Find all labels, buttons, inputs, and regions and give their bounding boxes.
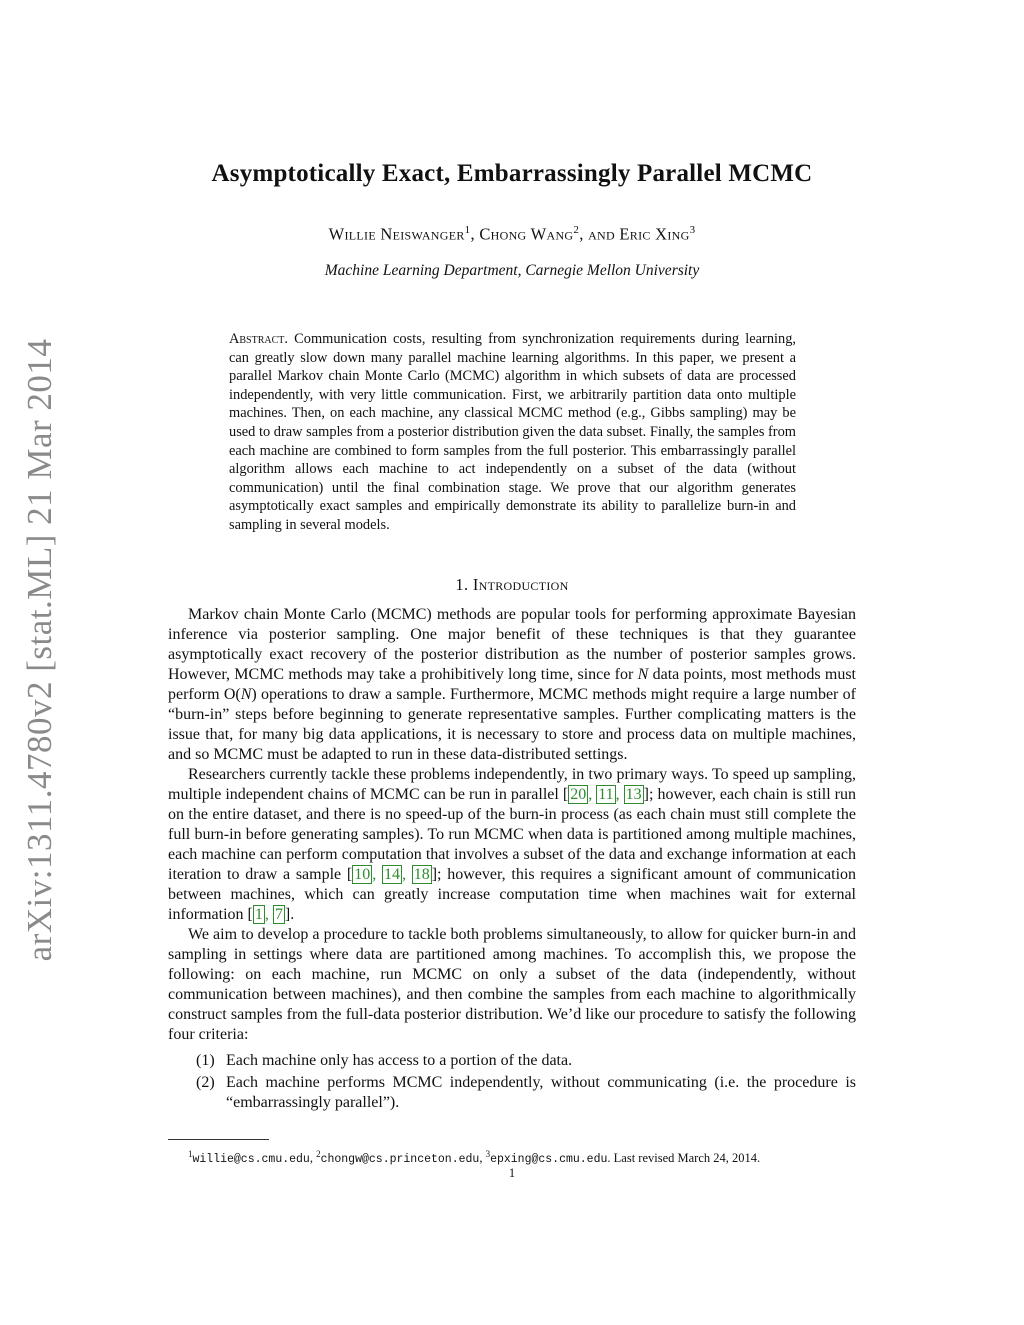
author-separator: , <box>470 224 480 244</box>
abstract-label: Abstract. <box>229 331 288 347</box>
paragraph-text: ; however, this requires a significant amount of communication between machines, which can greatly increase computation time when machines wait for external information <box>168 866 857 923</box>
paragraph-text: . <box>290 906 295 923</box>
paragraph <box>168 605 856 765</box>
author-list <box>0 224 1024 245</box>
author-name: Eric Xing <box>619 224 690 244</box>
footnote-mark: 2 <box>316 1149 321 1159</box>
list-item-text: Each machine performs MCMC independently, without communicating (i.e. the procedure is “embarrassingly parallel”). <box>226 1074 856 1111</box>
email-link[interactable]: willie@cs.cmu.edu <box>192 1153 310 1167</box>
footnote-mark: 1 <box>188 1149 193 1159</box>
list-item <box>168 1073 856 1113</box>
paragraph-text: ; however, each chain is still run on the entire dataset, and there is no speed-up of the burn-in process (as each chain must still complete the full burn-in before generating samples). To run MCMC when data is partitioned among multiple machines, each machine can perform computation that involves a subset of the data and exchange information at each iteration to draw a sample <box>168 786 857 883</box>
paragraph-text: ) operations to draw a sample. Furthermore, MCMC methods might require a large number of “burn-in” steps before beginning to generate representative samples. Further complicating matters is the issue that, for many big data applications, it is necessary to store and process data on multiple machines, and so MCMC must be adapted to run in these data-distributed settings. <box>168 686 856 763</box>
email-link[interactable]: chongw@cs.princeton.edu <box>320 1153 480 1167</box>
citation-ref[interactable]: 13 <box>625 786 642 803</box>
citation-ref[interactable]: 18 <box>413 866 430 883</box>
author-mark: 2 <box>573 224 580 236</box>
footnote: $^1$willie@cs.cmu.edu, $^2$chongw@cs.princeton.edu, $^3$epxing@cs.cmu.edu. Last revised March 24, 2014. <box>188 1149 761 1167</box>
citation-ref[interactable]: 7 <box>274 906 283 923</box>
section-heading <box>0 575 1024 595</box>
page-number: 1 <box>508 1166 516 1180</box>
citation-link[interactable]: 20 , 11 , 13 <box>570 786 642 803</box>
list-item-number: (2) <box>196 1074 215 1091</box>
citation-link[interactable]: 1 , 7 <box>254 906 283 923</box>
arxiv-stamp <box>10 338 70 962</box>
author-name: Willie Neiswanger <box>328 224 465 244</box>
footnote-mark: 3 <box>485 1149 491 1159</box>
affiliation: Machine Learning Department, Carnegie Mellon University <box>324 262 700 279</box>
paper-title: Asymptotically Exact, Embarrassingly Parallel MCMC <box>211 160 813 187</box>
author-mark: 1 <box>464 224 471 236</box>
author-mark: 3 <box>689 224 696 236</box>
section-title: Introduction <box>472 575 569 594</box>
paragraph-text: Markov chain Monte Carlo (MCMC) methods are popular tools for performing approximate Bayesian inference via posterior sampling. One major benefit of these techniques is that they guarantee asymptotically exact recovery of the posterior distribution as the number of posterior samples grows. However, MCMC methods may take a prohibitively long time, since for <box>168 606 856 683</box>
email-link[interactable]: epxing@cs.cmu.edu <box>490 1153 608 1167</box>
intro-body <box>168 605 856 1115</box>
citation-ref[interactable]: 14 <box>383 866 400 883</box>
section-number: 1. <box>455 575 469 594</box>
math-var: N <box>240 686 252 703</box>
criteria-list <box>168 1051 856 1113</box>
arxiv-stamp-text: arXiv:1311.4780v2 [stat.ML] 21 Mar 2014 <box>20 338 59 962</box>
paragraph-text: Researchers currently tackle these problems independently, in two primary ways. To speed up sampling, multiple independent chains of MCMC can be run in parallel [ <box>168 766 856 803</box>
revision-note: . Last revised March 24, 2014. <box>607 1151 761 1166</box>
citation-ref[interactable]: 10 <box>354 866 371 883</box>
paragraph: We aim to develop a procedure to tackle both problems simultaneously, to allow for quicker burn-in and sampling in settings where data are partitioned among machines. To accomplish this, we propose the following: on each machine, run MCMC on only a subset of the data (independently, without communication between machines), and then combine the samples from each machine to algorithmically construct samples from the full-data posterior distribution. We’d like our procedure to satisfy the following four criteria: <box>168 926 856 1043</box>
math-var: N <box>637 666 649 683</box>
list-item <box>168 1051 856 1071</box>
abstract-text: Communication costs, resulting from synchronization requirements during learning, can greatly slow down many parallel machine learning algorithms. In this paper, we present a parallel Markov chain Monte Carlo (MCMC) algorithm in which subsets of data are processed independently, with very little communication. First, we arbitrarily partition data onto multiple machines. Then, on each machine, any classical MCMC method (e.g., Gibbs sampling) may be used to draw samples from a posterior distribution given the data subset. Finally, the samples from each machine are combined to form samples from the full posterior. This embarrassingly parallel algorithm allows each machine to act independently on a subset of the data (without communication) until the final combination stage. We prove that our algorithm generates asymptotically exact samples and empirically demonstrate its ability to parallelize burn-in and sampling in several models. <box>229 331 796 533</box>
list-item-number: (1) <box>196 1052 215 1069</box>
citation-ref[interactable]: 11 <box>598 786 614 803</box>
paragraph-text: data points, most methods must perform O( <box>168 666 857 703</box>
citation-ref[interactable]: 20 <box>570 786 587 803</box>
abstract <box>229 330 796 535</box>
paragraph: Researchers currently tackle these problems independently, in two primary ways. To speed up sampling, multiple independent chains of MCMC can be run in parallel [ 20 , 11 , 13 ]; however, each chain is still run on the entire dataset, and there is no speed-up of the burn-in process (as each chain must still complete the full burn-in before generating samples). To run MCMC when data is partitioned among multiple machines, each machine can perform computation that involves a subset of the data and exchange information at each iteration to draw a sample [ 10 , 14 , 18 ]; however, this requires a significant amount of communication between machines, which can greatly increase computation time when machines wait for external information [ 1 , 7 ]. <box>168 766 857 923</box>
list-item-text: Each machine only has access to a portion of the data. <box>226 1052 573 1069</box>
citation-ref[interactable]: 1 <box>254 906 263 923</box>
author-separator: , and <box>579 224 620 244</box>
footnote-rule <box>168 1139 269 1140</box>
author-name: Chong Wang <box>479 224 574 244</box>
citation-link[interactable]: 10 , 14 , 18 <box>354 866 430 883</box>
